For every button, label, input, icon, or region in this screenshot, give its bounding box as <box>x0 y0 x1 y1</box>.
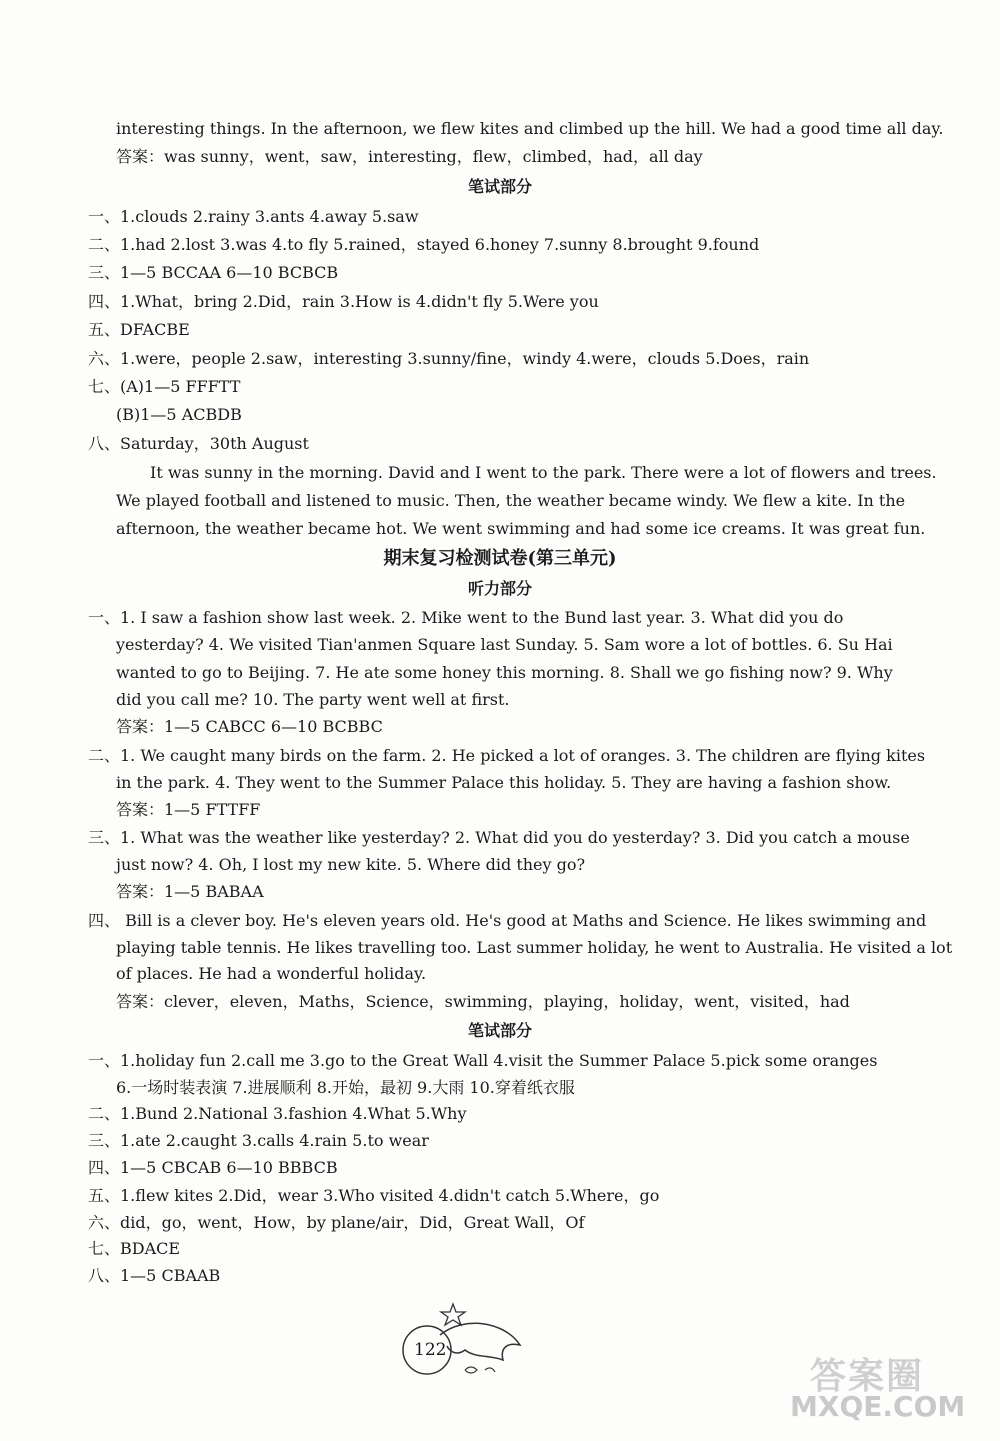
answer-line: 答案：clever，eleven，Maths，Science，swimming，playing，holiday，went，visited，had <box>116 992 850 1011</box>
section-heading: 笔试部分 <box>467 177 532 196</box>
line: 四、 Bill is a clever boy. He's eleven years old. He's good at Maths and Science. He likes swimming and <box>88 911 927 930</box>
line: (B)1—5 ACBDB <box>116 405 242 424</box>
line: It was sunny in the morning. David and I went to the park. There were a lot of flowers and trees. <box>150 463 937 482</box>
line: 七、BDACE <box>88 1239 181 1258</box>
line: interesting things. In the afternoon, we flew kites and climbed up the hill. We had a good time all day. <box>116 119 944 138</box>
line: 一、1. I saw a fashion show last week. 2. Mike went to the Bund last year. 3. What did you do <box>88 608 844 627</box>
watermark-logo: 答案圈 <box>810 1356 925 1397</box>
line: 五、DFACBE <box>88 320 190 339</box>
line: afternoon, the weather became hot. We went swimming and had some ice creams. It was great fun. <box>116 519 926 538</box>
section-heading: 笔试部分 <box>467 1021 532 1040</box>
line: 五、1.flew kites 2.Did，wear 3.Who visited 4.didn't catch 5.Where，go <box>88 1186 660 1205</box>
line: 二、1.Bund 2.National 3.fashion 4.What 5.Why <box>88 1104 467 1123</box>
line: 6.一场时装表演 7.进展顺利 8.开始，最初 9.大雨 10.穿着纸衣服 <box>116 1078 575 1097</box>
line: 三、1.ate 2.caught 3.calls 4.rain 5.to wear <box>88 1131 429 1150</box>
watermark: MXQE.COM <box>790 1390 966 1423</box>
line: yesterday? 4. We visited Tian'anmen Square last Sunday. 5. Sam wore a lot of bottles. 6. Su Hai <box>116 635 893 654</box>
line: 四、1—5 CBCAB 6—10 BBBCB <box>88 1158 338 1177</box>
line: 四、1.What，bring 2.Did，rain 3.How is 4.didn't fly 5.Were you <box>88 292 599 311</box>
answer-line: 答案：1—5 FTTFF <box>116 800 261 819</box>
line: 六、1.were，people 2.saw，interesting 3.sunny/fine，windy 4.were，clouds 5.Does，rain <box>88 349 810 368</box>
answer-line: 答案：was sunny，went，saw，interesting，flew，climbed，had，all day <box>116 147 703 166</box>
line: 二、1. We caught many birds on the farm. 2. He picked a lot of oranges. 3. The children are flying kites <box>88 746 926 765</box>
line: 八、1—5 CBAAB <box>88 1266 221 1285</box>
line: wanted to go to Beijing. 7. He ate some honey this morning. 8. Shall we go fishing now? 9. Why <box>116 663 893 682</box>
line: 六、did，go，went，How，by plane/air，Did，Great Wall，Of <box>88 1213 585 1232</box>
line: in the park. 4. They went to the Summer Palace this holiday. 5. They are having a fashion show. <box>116 773 892 792</box>
line: playing table tennis. He likes travelling too. Last summer holiday, he went to Australia. He visited a lot <box>116 938 953 957</box>
line: did you call me? 10. The party went well at first. <box>116 690 510 709</box>
line: 三、1—5 BCCAA 6—10 BCBCB <box>88 263 339 282</box>
section-heading: 听力部分 <box>467 579 532 598</box>
line: 七、(A)1—5 FFFTT <box>88 377 241 396</box>
page-number: 122 <box>414 1340 447 1360</box>
line: just now? 4. Oh, I lost my new kite. 5. Where did they go? <box>116 855 586 874</box>
line: 一、1.clouds 2.rainy 3.ants 4.away 5.saw <box>88 207 419 226</box>
line: 八、Saturday，30th August <box>88 434 309 453</box>
unit-title: 期末复习检测试卷(第三单元) <box>383 548 617 569</box>
line: of places. He had a wonderful holiday. <box>116 964 427 983</box>
line: 一、1.holiday fun 2.call me 3.go to the Great Wall 4.visit the Summer Palace 5.pick some oranges <box>88 1051 878 1070</box>
line: 二、1.had 2.lost 3.was 4.to fly 5.rained，stayed 6.honey 7.sunny 8.brought 9.found <box>88 235 760 254</box>
line: We played football and listened to music. Then, the weather became windy. We flew a kite. In the <box>116 491 906 510</box>
answer-line: 答案：1—5 BABAA <box>116 882 264 901</box>
answer-line: 答案：1—5 CABCC 6—10 BCBBC <box>116 717 383 736</box>
line: 三、1. What was the weather like yesterday? 2. What did you do yesterday? 3. Did you catch a mouse <box>88 828 910 847</box>
